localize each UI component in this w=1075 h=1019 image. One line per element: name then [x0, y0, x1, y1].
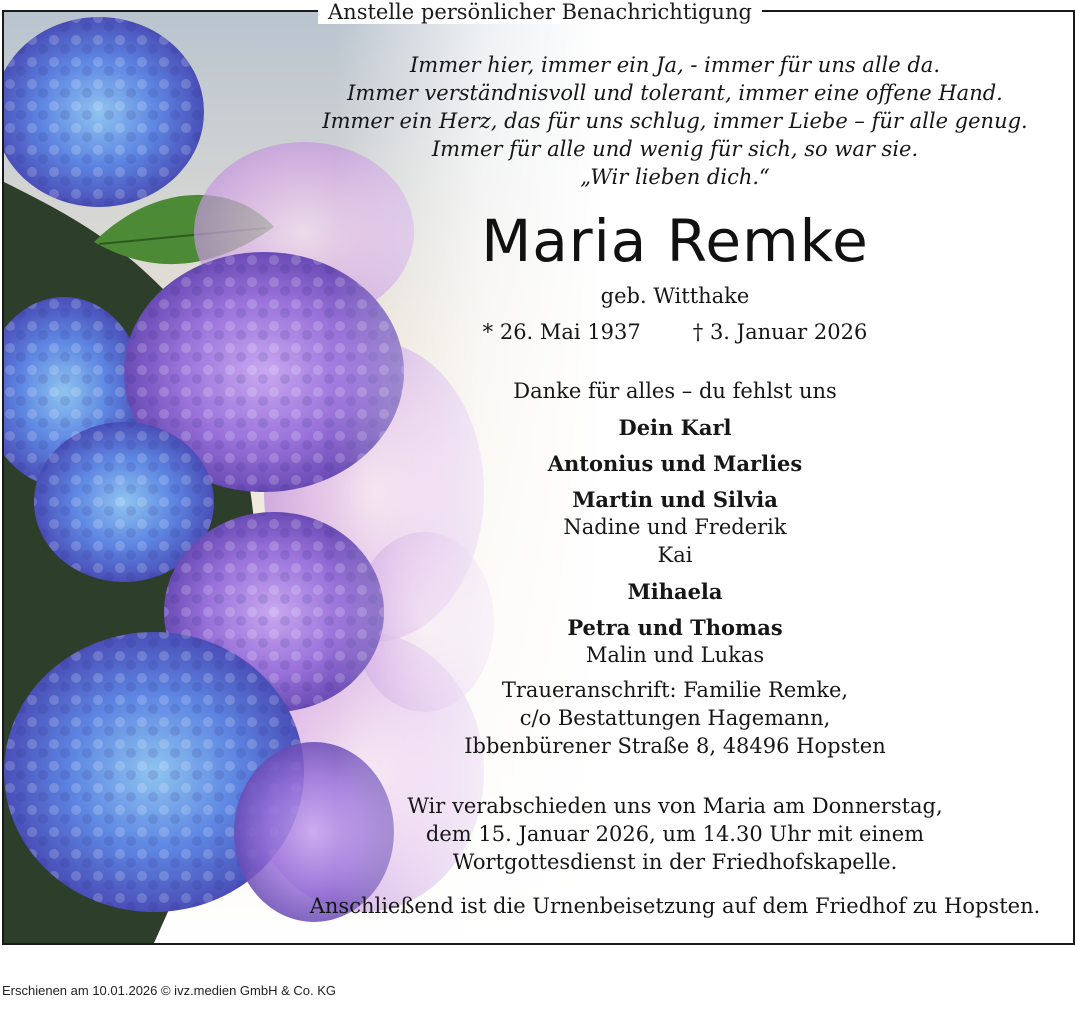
mourner-karl: Dein Karl: [618, 415, 732, 440]
life-dates: [304, 320, 1046, 344]
notice-text: [304, 12, 1046, 943]
deceased-name: Maria Remke: [481, 207, 869, 275]
mourner-petra: Petra und Thomas: [567, 615, 783, 640]
mourner-mihaela: Mihaela: [627, 579, 723, 604]
thanks-line: Danke für alles – du fehlst uns: [513, 379, 837, 403]
service-line-3: Wortgottesdienst in der Friedhofskapelle.: [452, 850, 898, 874]
mourner-martin-children: Nadine und Frederik: [563, 515, 787, 539]
mourner-kai: Kai: [657, 543, 693, 567]
poem-line-2: Immer verständnisvoll und tolerant, immer eine offene Hand.: [347, 81, 1003, 105]
death-date: † 3. Januar 2026: [692, 320, 868, 344]
address-line-2: c/o Bestattungen Hagemann,: [519, 706, 831, 730]
birth-date: * 26. Mai 1937: [482, 320, 641, 344]
mourner-antonius: Antonius und Marlies: [547, 451, 803, 476]
obituary-notice: [2, 10, 1075, 945]
poem-line-4: Immer für alle und wenig für sich, so war sie.: [431, 137, 919, 161]
address-line-3: Ibbenbürener Straße 8, 48496 Hopsten: [464, 734, 886, 758]
poem-line-1: Immer hier, immer ein Ja, - immer für uns alle da.: [410, 53, 940, 77]
poem-line-5: „Wir lieben dich.“: [580, 165, 770, 189]
address-line-1: Traueranschrift: Familie Remke,: [501, 678, 849, 702]
service-line-2: dem 15. Januar 2026, um 14.30 Uhr mit einem: [425, 822, 925, 846]
burial-line: Anschließend ist die Urnenbeisetzung auf dem Friedhof zu Hopsten.: [309, 894, 1041, 918]
mourner-martin: Martin und Silvia: [572, 487, 778, 512]
poem-line-3: Immer ein Herz, das für uns schlug, immer Liebe – für alle genug.: [322, 109, 1028, 133]
mourner-petra-children: Malin und Lukas: [585, 643, 765, 667]
service-line-1: Wir verabschieden uns von Maria am Donnerstag,: [407, 794, 943, 818]
header-label: Anstelle persönlicher Benachrichtigung: [318, 0, 762, 24]
birth-name: geb. Witthake: [600, 284, 750, 308]
publication-footer: Erschienen am 10.01.2026 © ivz.medien GmbH & Co. KG: [2, 983, 337, 998]
